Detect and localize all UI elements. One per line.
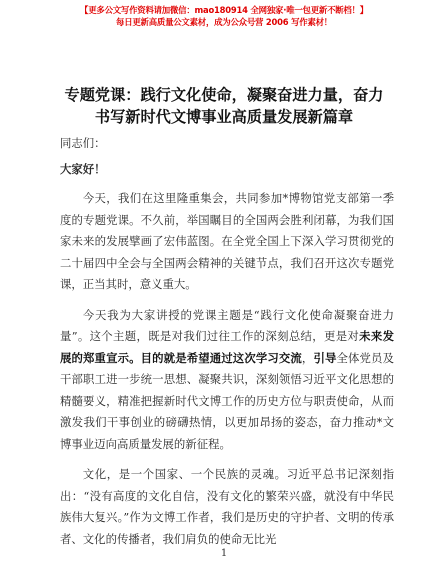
document-body	[60, 133, 394, 559]
theme-text-a: 今天我为大家讲授的党课主题是“践行文化使命凝聚奋进力量”。这个主题，既是对我们过往工作的深刻总结，更是对	[60, 307, 394, 343]
theme-text-d: 全体党员及干部职工进一步统一思想、凝聚共识，深刻领悟习近平文化思想的精髓要义，精准把握新时代文博工作的历史方位与职责使命，从而激发我们干事创业的磅礴热情，以更加昂扬的姿态，奋力推动*文博事业迈向高质量发展的新征程。	[60, 350, 394, 451]
page-number: 1	[220, 548, 228, 559]
paragraph-intro: 今天，我们在这里隆重集会，共同参加*博物馆党支部第一季度的专题党课。不久前，举国瞩目的全国两会胜利闭幕，为我们国家未来的发展擘画了宏伟蓝图。在全党全国上下深入学习贯彻党的二十届四中全会与全国两会精神的关键节点，我们召开这次专题党课，正当其时，意义重大。	[60, 191, 394, 291]
promo-banner-line-1: 【更多公文写作资料请加微信：mao180914 全网独家·唯一包更新不断档！】	[80, 5, 368, 15]
theme-text-c: ，	[301, 350, 314, 365]
theme-bold-b: 引导	[313, 350, 337, 365]
promo-banner-line-2: 每日更新高质量公文素材，成为公众号营 2006 写作素材！	[116, 17, 332, 27]
paragraph-theme	[60, 305, 394, 456]
theme-bold-a: 未来发展的郑重宣示。目的就是希望通过这次学习交流	[60, 329, 394, 365]
salutation: 同志们：	[60, 136, 106, 150]
document-title: 专题党课：践行文化使命，凝聚奋进力量，奋力书写新时代文博事业高质量发展新篇章	[64, 86, 384, 126]
promo-banner	[0, 4, 448, 28]
paragraph-culture: 文化，是一个国家、一个民族的灵魂。习近平总书记深刻指出：“没有高度的文化自信，没有文化的繁荣兴盛，就没有中华民族伟大复兴。”作为文博工作者，我们是历史的守护者、文明的传承者、文化的传播者，我们肩负的使命无比光	[60, 467, 394, 546]
greeting-line: 大家好！	[60, 161, 106, 176]
